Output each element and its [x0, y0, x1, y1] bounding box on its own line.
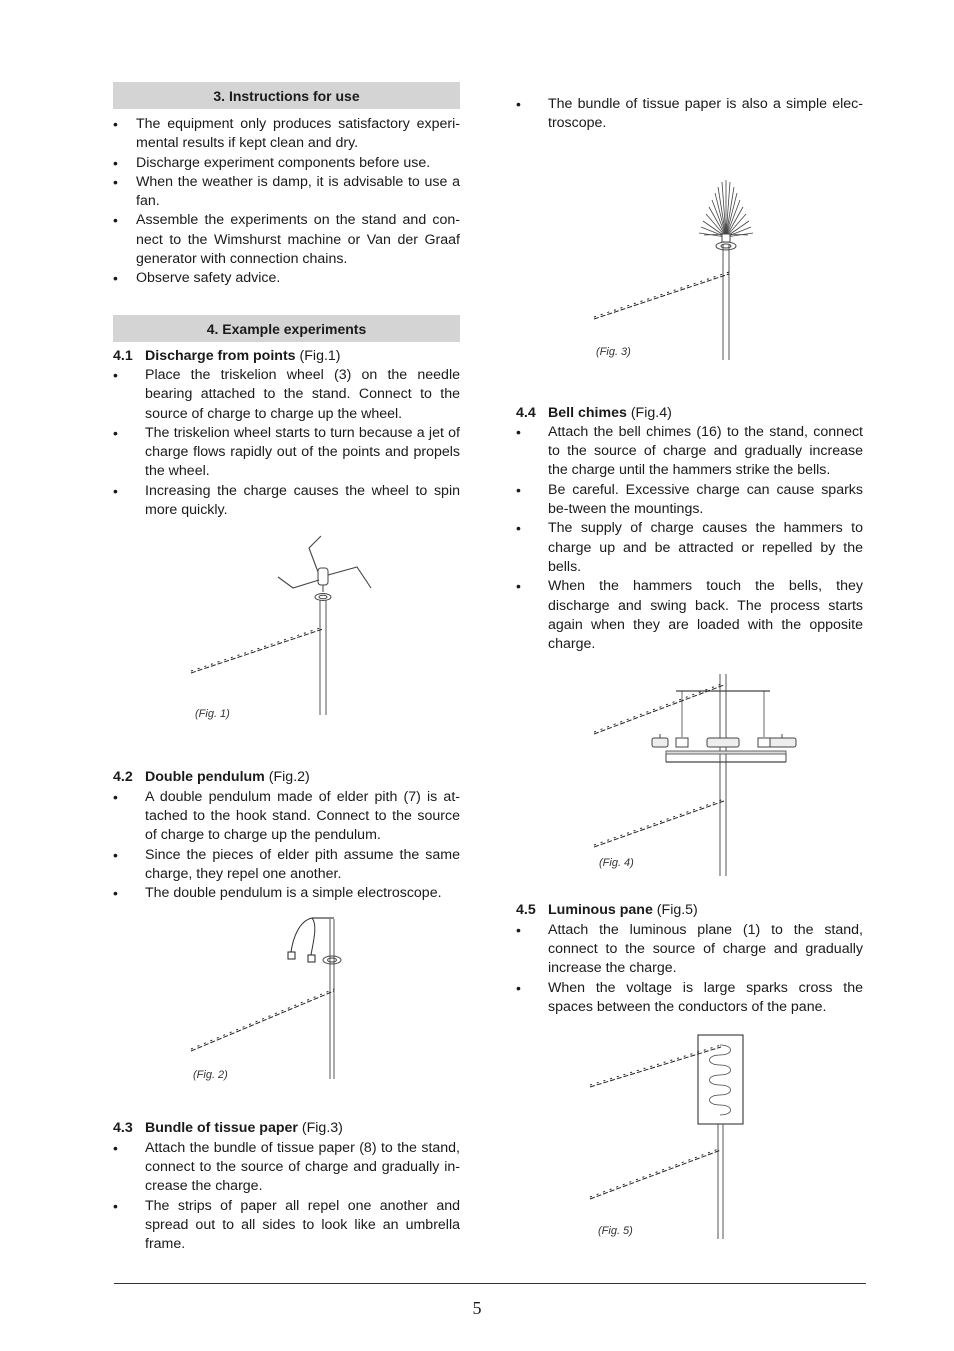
list-item: • Attach the luminous plane (1) to the stand, connect to the source of charge and gradually increase the charge.	[516, 921, 863, 979]
figure-1-caption: (Fig. 1)	[195, 708, 230, 721]
figure-2-caption: (Fig. 2)	[193, 1069, 228, 1082]
section-3-heading: 3. Instructions for use	[113, 82, 460, 109]
triskelion-wheel-illustration	[113, 520, 460, 748]
figure-reference: (Fig.3)	[301, 1120, 343, 1137]
figure-3-caption: (Fig. 3)	[596, 345, 631, 358]
list-item: • Discharge experiment components before use.	[113, 154, 460, 173]
subsection-number: 4.1	[113, 347, 133, 364]
figure-reference: (Fig.5)	[656, 902, 698, 919]
subsection-title: Discharge from points	[145, 347, 296, 364]
figure-1	[113, 520, 460, 748]
page-number: 5	[472, 1298, 482, 1318]
list-item: • A double pendulum made of elder pith (7) is at-tached to the hook stand. Connect to the source of charge to charge up the pendulum.	[113, 788, 460, 846]
section-3-list	[113, 115, 460, 289]
list-item: • The bundle of tissue paper is also a simple elec-troscope.	[516, 95, 863, 134]
subsection-4-3-continued-list	[516, 95, 863, 134]
list-item: • Assemble the experiments on the stand and con-nect to the Wimshurst machine or Van der Graaf generator with connection chains.	[113, 211, 460, 269]
figure-3	[516, 134, 863, 368]
subsection-title: Luminous pane	[548, 902, 653, 919]
subsection-number: 4.4	[516, 404, 536, 421]
subsection-number: 4.2	[113, 769, 133, 786]
list-item: • The strips of paper all repel one another and spread out to all sides to look like an umbrella frame.	[113, 1197, 460, 1255]
figure-5	[516, 1017, 863, 1253]
list-item: • When the hammers touch the bells, they discharge and swing back. The process starts again when they are loaded with the opposite charge.	[516, 577, 863, 654]
subsection-title: Double pendulum	[145, 769, 265, 786]
list-item: • Increasing the charge causes the wheel to spin more quickly.	[113, 482, 460, 521]
list-item: • Attach the bell chimes (16) to the stand, connect to the source of charge and gradually increase the charge until the hammers strike the bells.	[516, 423, 863, 481]
tissue-paper-bundle-illustration	[516, 134, 863, 368]
subsection-4-4-list	[516, 423, 863, 655]
connection-chain	[191, 989, 334, 1051]
connection-chain	[594, 799, 724, 847]
list-item: • When the voltage is large sparks cross the spaces between the conductors of the pane.	[516, 979, 863, 1018]
list-item: • Be careful. Excessive charge can cause sparks be-tween the mountings.	[516, 481, 863, 520]
subsection-4-5-heading	[516, 901, 863, 920]
list-item: • The double pendulum is a simple electroscope.	[113, 884, 460, 903]
subsection-number: 4.5	[516, 902, 536, 919]
figure-reference: (Fig.4)	[630, 404, 672, 421]
figure-reference: (Fig.2)	[268, 769, 310, 786]
list-item: • Place the triskelion wheel (3) on the needle bearing attached to the stand. Connect to the source of charge to charge up the wheel.	[113, 366, 460, 424]
list-item: • Since the pieces of elder pith assume the same charge, they repel one another.	[113, 846, 460, 885]
section-4-heading: 4. Example experiments	[113, 315, 460, 342]
figure-4-caption: (Fig. 4)	[599, 857, 634, 870]
right-column	[516, 95, 863, 1253]
bell-chimes-illustration	[516, 654, 863, 892]
list-item: • Observe safety advice.	[113, 269, 460, 288]
subsection-title: Bundle of tissue paper	[145, 1120, 298, 1137]
subsection-4-1-heading	[113, 347, 460, 366]
list-item: • The equipment only produces satisfactory experi-mental results if kept clean and dry.	[113, 115, 460, 154]
subsection-4-1-list	[113, 366, 460, 520]
subsection-4-2-heading	[113, 768, 460, 787]
list-item: • Attach the bundle of tissue paper (8) to the stand, connect to the source of charge and gradually in-crease the charge.	[113, 1139, 460, 1197]
figure-2	[113, 903, 460, 1111]
subsection-4-3-heading	[113, 1119, 460, 1138]
connection-chain	[594, 272, 729, 319]
subsection-4-3-list	[113, 1139, 460, 1255]
subsection-title: Bell chimes	[548, 404, 627, 421]
footer-divider	[114, 1283, 866, 1284]
subsection-4-5-list	[516, 921, 863, 1017]
connection-chain	[590, 1148, 721, 1199]
double-pendulum-illustration	[113, 903, 460, 1111]
figure-4	[516, 654, 863, 892]
subsection-4-4-heading	[516, 404, 863, 423]
figure-reference: (Fig.1)	[299, 347, 341, 364]
subsection-number: 4.3	[113, 1120, 133, 1137]
connection-chain	[191, 627, 323, 673]
left-column	[113, 82, 460, 1255]
subsection-4-2-list	[113, 788, 460, 904]
luminous-pane-illustration	[516, 1017, 863, 1253]
list-item: • The triskelion wheel starts to turn because a jet of charge flows rapidly out of the points and propels the wheel.	[113, 424, 460, 482]
list-item: • The supply of charge causes the hammers to charge up and be attracted or repelled by the bells.	[516, 519, 863, 577]
list-item: • When the weather is damp, it is advisable to use a fan.	[113, 173, 460, 212]
figure-5-caption: (Fig. 5)	[598, 1225, 633, 1238]
